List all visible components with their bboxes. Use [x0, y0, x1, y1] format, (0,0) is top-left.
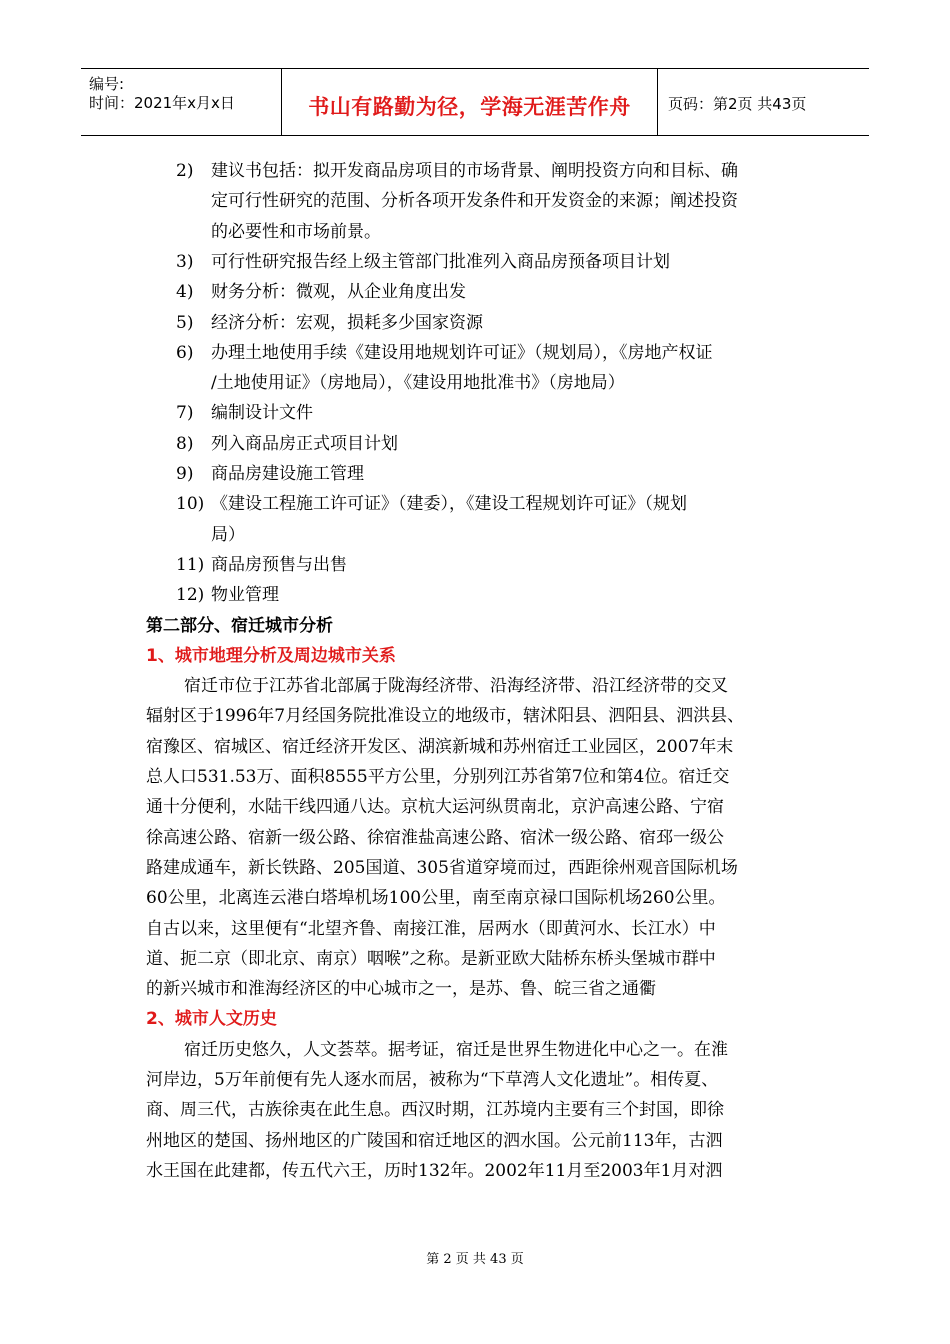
paragraph-line: 通十分便利，水陆干线四通八达。京杭大运河纵贯南北，京沪高速公路、宁宿	[146, 797, 724, 818]
section-heading: 2、城市人文历史	[146, 1009, 277, 1030]
list-item-text: 可行性研究报告经上级主管部门批准列入商品房预备项目计划	[211, 251, 670, 272]
list-item-number: 8)	[176, 433, 194, 454]
paragraph-line: 宿迁市位于江苏省北部属于陇海经济带、沿海经济带、沿江经济带的交叉	[184, 676, 728, 697]
paragraph-line: 州地区的楚国、扬州地区的广陵国和宿迁地区的泗水国。公元前113年，古泗	[146, 1130, 723, 1151]
motto: 书山有路勤为径，学海无涯苦作舟	[308, 95, 631, 119]
paragraph-line: 河岸边，5万年前便有先人逐水而居，被称为“下草湾人文化遗址”。相传夏、	[146, 1070, 719, 1090]
list-item-text: /土地使用证》（房地局），《建设用地批准书》（房地局）	[211, 373, 625, 394]
list-item-number: 6)	[176, 342, 194, 363]
paragraph-line: 自古以来，这里便有“北望齐鲁、南接江淮，居两水（即黄河水、长江水）中	[146, 918, 716, 939]
paragraph-line: 总人口531.53万、面积8555平方公里，分别列江苏省第7位和第4位。宿迁交	[146, 767, 730, 787]
list-item-text: 列入商品房正式项目计划	[211, 433, 398, 454]
list-item-text: 的必要性和市场前景。	[211, 221, 381, 242]
part-heading: 第二部分、宿迁城市分析	[146, 615, 333, 636]
list-item-number: 10)	[176, 494, 205, 515]
list-item-number: 2)	[176, 161, 194, 181]
paragraph-line: 商、周三代，古族徐夷在此生息。西汉时期，江苏境内主要有三个封国，即徐	[146, 1100, 724, 1121]
paragraph-line: 辐射区于1996年7月经国务院批准设立的地级市，辖沭阳县、泗阳县、泗洪县、	[146, 706, 745, 727]
list-item-text: 编制设计文件	[211, 403, 313, 424]
list-item-text: 定可行性研究的范围、分析各项开发条件和开发资金的来源；阐述投资	[211, 191, 738, 212]
paragraph-line: 宿豫区、宿城区、宿迁经济开发区、湖滨新城和苏州宿迁工业园区，2007年末	[146, 736, 734, 757]
list-item-number: 12)	[176, 585, 205, 606]
page-label: 页码：第2页 共43页	[668, 95, 807, 113]
time-label: 时间：2021年x月x日	[89, 94, 235, 112]
list-item-number: 5)	[176, 312, 194, 333]
header-page-cell	[658, 69, 869, 135]
section-heading: 1、城市地理分析及周边城市关系	[146, 645, 396, 666]
paragraph-line: 徐高速公路、宿新一级公路、徐宿淮盐高速公路、宿沭一级公路、宿邳一级公	[146, 827, 724, 848]
list-item-text: 经济分析：宏观，损耗多少国家资源	[211, 312, 483, 333]
list-item-text: 商品房预售与出售	[211, 554, 347, 575]
paragraph-line: 宿迁历史悠久，人文荟萃。据考证，宿迁是世界生物进化中心之一。在淮	[184, 1039, 728, 1060]
list-item-text: 商品房建设施工管理	[211, 464, 364, 484]
list-item-text: 办理土地使用手续《建设用地规划许可证》（规划局），《房地产权证	[211, 342, 713, 363]
page-header	[81, 68, 869, 136]
list-item-text: 局）	[211, 524, 245, 545]
list-item-text: 物业管理	[211, 585, 279, 606]
paragraph-line: 的新兴城市和淮海经济区的中心城市之一，是苏、鲁、皖三省之通衢	[146, 979, 656, 1000]
list-item-number: 9)	[176, 464, 194, 484]
paragraph-line: 水王国在此建都，传五代六王，历时132年。2002年11月至2003年1月对泗	[146, 1160, 723, 1181]
list-item-text: 《建设工程施工许可证》（建委），《建设工程规划许可证》（规划	[211, 494, 687, 515]
paragraph-line: 道、扼二京（即北京、南京）咽喉”之称。是新亚欧大陆桥东桥头堡城市群中	[146, 948, 716, 969]
list-item-number: 7)	[176, 403, 194, 424]
list-item-number: 3)	[176, 251, 194, 272]
paragraph-line: 路建成通车，新长铁路、205国道、305省道穿境而过，西距徐州观音国际机场	[146, 857, 738, 878]
list-item-text: 财务分析：微观，从企业角度出发	[211, 282, 466, 303]
code-label: 编号:	[89, 75, 125, 93]
list-item-number: 11)	[176, 554, 205, 575]
header-meta	[81, 69, 282, 135]
header-motto-cell	[282, 69, 658, 135]
paragraph-line: 60公里，北离连云港白塔埠机场100公里，南至南京禄口国际机场260公里。	[146, 888, 726, 909]
list-item-text: 建议书包括：拟开发商品房项目的市场背景、阐明投资方向和目标、确	[211, 161, 738, 181]
list-item-number: 4)	[176, 282, 194, 303]
page-footer: 第 2 页 共 43 页	[426, 1252, 524, 1267]
